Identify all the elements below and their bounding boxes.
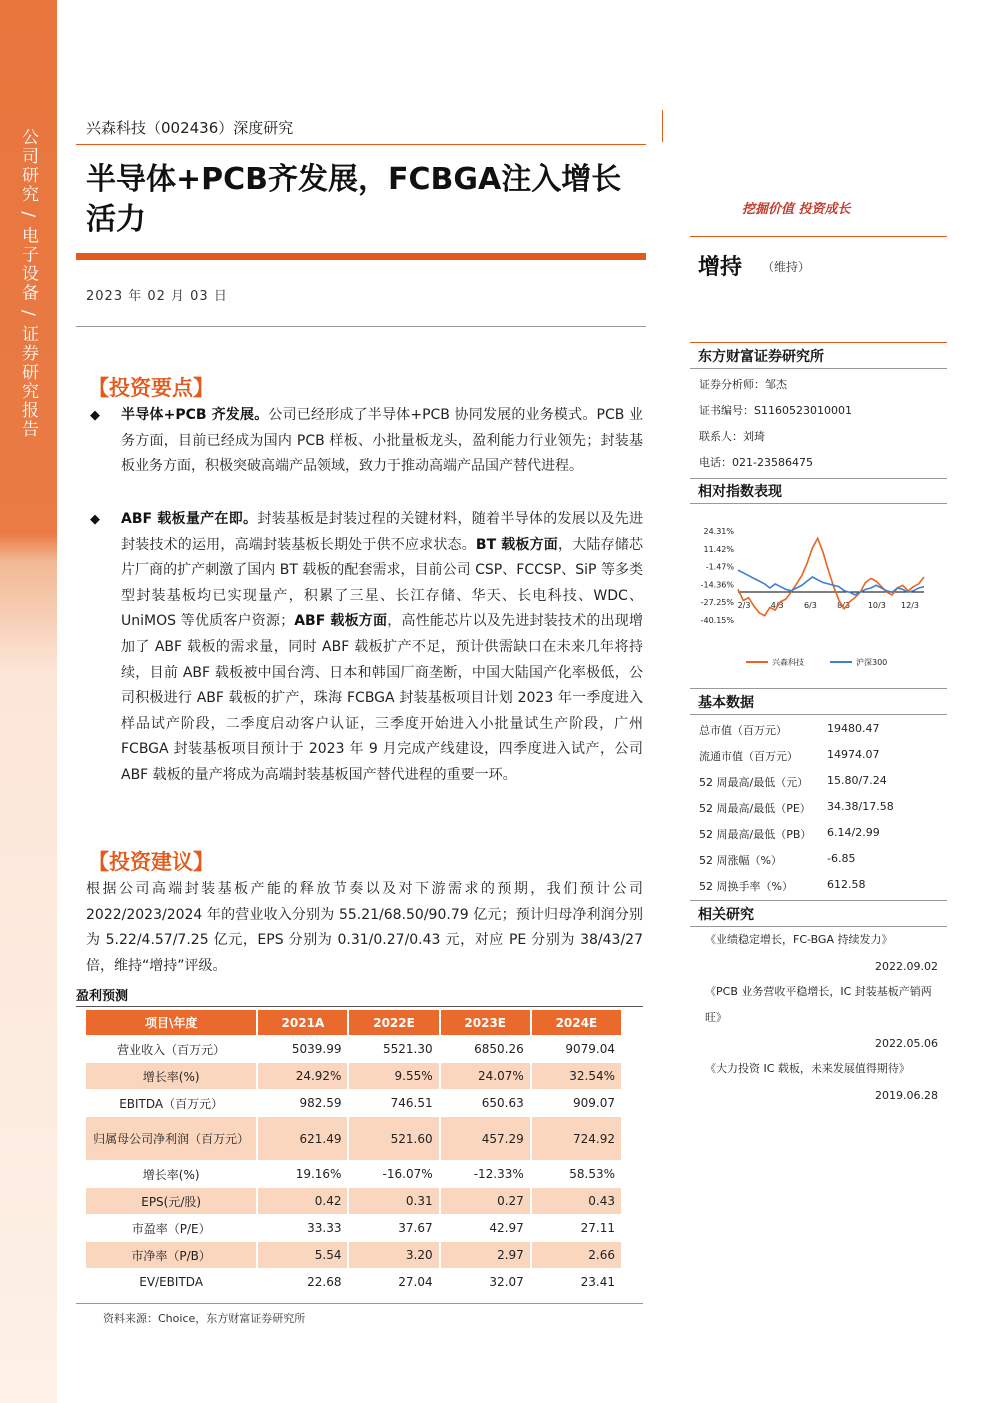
cell-value: 5039.99 [258,1035,349,1062]
basic-value: 19480.47 [827,722,880,735]
cell-value: 746.51 [349,1089,440,1116]
basic-key: 总市值（百万元） [699,724,787,737]
forecast-header-cell: 2023E [441,1010,532,1035]
related-report-link[interactable]: 《PCB 业务营收平稳增长，IC 封装基板产销两旺》 [705,985,932,1024]
cell-value: 24.92% [258,1062,349,1089]
forecast-header-cell: 项目\年度 [86,1010,258,1035]
key-point-2-text: 封装基板是封装过程的关键材料，随着半导体的发展以及先进封装技术的运用，高端封装基板长期处于供不应求状态。 [121,511,643,553]
index-section-divider [690,503,947,504]
basic-section-divider [690,714,947,715]
key-point-2-sub-abf: ABF 载板方面 [294,613,388,630]
cell-value: 37.67 [349,1214,440,1241]
section-heading-key-points: 【投资要点】 [88,376,214,400]
row-label: EV/EBITDA [86,1268,258,1295]
rating-note: （维持） [762,260,811,274]
investment-advice: 根据公司高端封装基板产能的释放节奏以及对下游需求的预期，我们预计公司 2022/2023/2024 年的营业收入分别为 55.21/68.50/90.79 亿元；预计归母净利润分别为 5.22/4.57/7.25 亿元，EPS 分别为 0.31/0.27/0.43 元，对应 PE 分别为 38/43/27 倍，维持“增持”评级。 [86,881,643,974]
chart-divider [690,688,947,689]
table-row [86,1241,623,1268]
forecast-title: 盈利预测 [76,989,129,1004]
cell-value: 6850.26 [441,1035,532,1062]
x-tick-label: 10/3 [867,601,886,610]
date-divider [76,326,646,327]
rating: 增持 [698,255,743,280]
sidebar-label: 公司研究 / 电子设备 / 证券研究报告 [18,128,38,440]
basic-value: 6.14/2.99 [827,826,880,839]
key-point-2-text-abf: ，高性能芯片以及先进封装技术的出现增加了 ABF 载板的需求量，同时 ABF 载板扩产不足，预计供需缺口在未来几年将持续，目前 ABF 载板被中国台湾、日本和韩国厂商垄断，中国大陆国产化率极低，公司积极进行 ABF 载板的扩产，珠海 FCBGA 封装基板项目计划 2023 年一季度进入样品试产阶段，二季度启动客户认证，三季度开始进入小批量试生产阶段，广州 FCBGA 封装基板项目预计于 2023 年 9 月完成产线建设，四季度进入试产，公司 ABF 载板的量产将成为高端封装基板国产替代进程的重要一环。 [121,613,643,783]
x-tick-label: 12/3 [901,601,919,610]
basic-section-title: 基本数据 [698,695,754,711]
cell-value: 32.54% [532,1062,623,1089]
cell-value: 457.29 [441,1116,532,1160]
key-point-1-text: 公司已经形成了半导体+PCB 协同发展的业务模式。PCB 业务方面，目前已经成为国内 PCB 样板、小批量板龙头，盈利能力行业领先；封装基板业务方面，积极突破高端产品领域，致力于推动高端产品国产替代进程。 [121,407,643,475]
table-row [86,1089,623,1116]
y-tick-label: -40.15% [700,616,734,625]
cell-value: 650.63 [441,1089,532,1116]
source-note: 资料来源：Choice，东方财富证券研究所 [103,1312,306,1325]
analyst: 证券分析师：邹杰 [699,378,787,391]
index-section-title: 相对指数表现 [698,484,782,500]
cell-value: 2.97 [441,1241,532,1268]
cell-value: 9079.04 [532,1035,623,1062]
institute-divider [690,368,947,369]
cell-value: 0.43 [532,1187,623,1214]
table-row [86,1062,623,1089]
key-point-1 [121,403,643,480]
section-heading-advice: 【投资建议】 [88,850,214,874]
y-tick-label: -27.25% [700,598,734,608]
title-underline [76,253,646,260]
x-tick-label: 8/3 [837,601,851,610]
row-label: EPS(元/股) [86,1187,258,1214]
header-divider [76,144,646,145]
row-label: 增长率(%) [86,1160,258,1187]
contacts-divider [690,478,947,479]
table-row [86,1116,623,1160]
row-label: 市盈率（P/E） [86,1214,258,1241]
key-point-2-text-bt: ，大陆存储芯片厂商的扩产刺激了国内 BT 载板的配套需求，目前公司 CSP、FCCSP、SiP 等多类型封装基板均已实现量产，积累了三星、长江存储、华天、长电科技、WDC、UniMOS 等优质客户资源； [121,536,643,630]
basic-key: 52 周换手率（%） [699,880,793,893]
row-label: 归属母公司净利润（百万元） [86,1116,258,1160]
related-report-date: 2022.05.06 [875,1037,938,1050]
table-row [86,1160,623,1187]
cell-value: 724.92 [532,1116,623,1160]
related-section-title: 相关研究 [698,907,754,923]
cell-value: 19.16% [258,1160,349,1187]
row-label: 营业收入（百万元） [86,1035,258,1062]
row-label: EBITDA（百万元） [86,1089,258,1116]
cell-value: 23.41 [532,1268,623,1295]
key-point-1-head: 半导体+PCB 齐发展。 [121,407,269,423]
rating-divider [690,342,947,343]
x-tick-label: 2/3 [737,601,751,610]
related-report-date: 2019.06.28 [875,1089,938,1102]
y-tick-label: 24.31% [703,527,734,536]
company-line: 兴森科技（002436）深度研究 [86,119,294,137]
forecast-header-cell: 2024E [532,1010,623,1035]
cell-value: 982.59 [258,1089,349,1116]
basic-value: -6.85 [827,852,856,865]
legend-label: 沪深300 [856,658,888,667]
key-point-2 [121,507,643,789]
cell-value: 9.55% [349,1062,440,1089]
cell-value: 22.68 [258,1268,349,1295]
cell-value: 58.53% [532,1160,623,1187]
cell-value: 33.33 [258,1214,349,1241]
diamond-bullet-icon: ◆ [90,512,100,527]
relative-index-chart [692,512,947,682]
cell-value: 0.42 [258,1187,349,1214]
basic-value: 612.58 [827,878,866,891]
series-line [738,538,924,615]
forecast-table [86,1010,623,1295]
legend-label: 兴森科技 [772,658,804,667]
cell-value: 2.66 [532,1241,623,1268]
basic-key: 52 周最高/最低（PE） [699,802,811,815]
x-tick-label: 4/3 [770,601,784,610]
cell-value: 909.07 [532,1089,623,1116]
basic-key: 流通市值（百万元） [699,750,798,763]
cell-value: 24.07% [441,1062,532,1089]
cell-value: 27.11 [532,1214,623,1241]
basic-key: 52 周最高/最低（元） [699,776,809,789]
forecast-header-row [86,1010,623,1035]
row-label: 市净率（P/B） [86,1241,258,1268]
cell-value: -12.33% [441,1160,532,1187]
table-row [86,1187,623,1214]
cell-value: 32.07 [441,1268,532,1295]
basic-key: 52 周涨幅（%） [699,854,782,867]
basic-value: 14974.07 [827,748,880,761]
forecast-header-cell: 2022E [349,1010,440,1035]
forecast-bottom-rule [76,1303,643,1304]
forecast-top-rule [76,1006,643,1007]
cell-value: -16.07% [349,1160,440,1187]
related-report-link[interactable]: 《大力投资 IC 载板，未来发展值得期待》 [705,1062,910,1075]
series-line [738,570,924,595]
cell-value: 27.04 [349,1268,440,1295]
cell-value: 42.97 [441,1214,532,1241]
forecast-header-cell: 2021A [258,1010,349,1035]
table-row [86,1268,623,1295]
header-vertical-divider [662,110,663,142]
phone: 电话：021-23586475 [699,456,813,469]
cell-value: 521.60 [349,1116,440,1160]
cell-value: 0.27 [441,1187,532,1214]
table-row [86,1214,623,1241]
report-title: 半导体+PCB齐发展，FCBGA注入增长活力 [86,162,622,237]
basic-value: 15.80/7.24 [827,774,887,787]
y-tick-label: -1.47% [705,562,734,572]
key-point-2-sub-bt: BT 载板方面 [475,536,559,553]
certificate-no: 证书编号：S1160523010001 [699,404,852,417]
related-report-date: 2022.09.02 [875,960,938,973]
sidebar [0,0,57,1403]
x-tick-label: 6/3 [803,601,817,610]
table-row [86,1035,623,1062]
basic-value: 34.38/17.58 [827,800,894,813]
y-tick-label: -14.36% [700,580,734,590]
cell-value: 5.54 [258,1241,349,1268]
slogan: 挖掘价值 投资成长 [742,202,851,217]
cell-value: 3.20 [349,1241,440,1268]
y-tick-label: 11.42% [703,544,734,554]
row-label: 增长率(%) [86,1062,258,1089]
cell-value: 5521.30 [349,1035,440,1062]
institute-name: 东方财富证券研究所 [698,349,824,365]
contact-person: 联系人：刘琦 [699,430,765,443]
basic-key: 52 周最高/最低（PB） [699,828,812,841]
cell-value: 0.31 [349,1187,440,1214]
basic-data-divider [690,900,947,901]
diamond-bullet-icon: ◆ [90,408,100,423]
cell-value: 621.49 [258,1116,349,1160]
slogan-divider [690,236,947,237]
related-report-link[interactable]: 《业绩稳定增长，FC-BGA 持续发力》 [705,933,893,946]
report-date: 2023 年 02 月 03 日 [86,289,228,304]
key-point-2-head: ABF 载板量产在即。 [121,511,258,527]
